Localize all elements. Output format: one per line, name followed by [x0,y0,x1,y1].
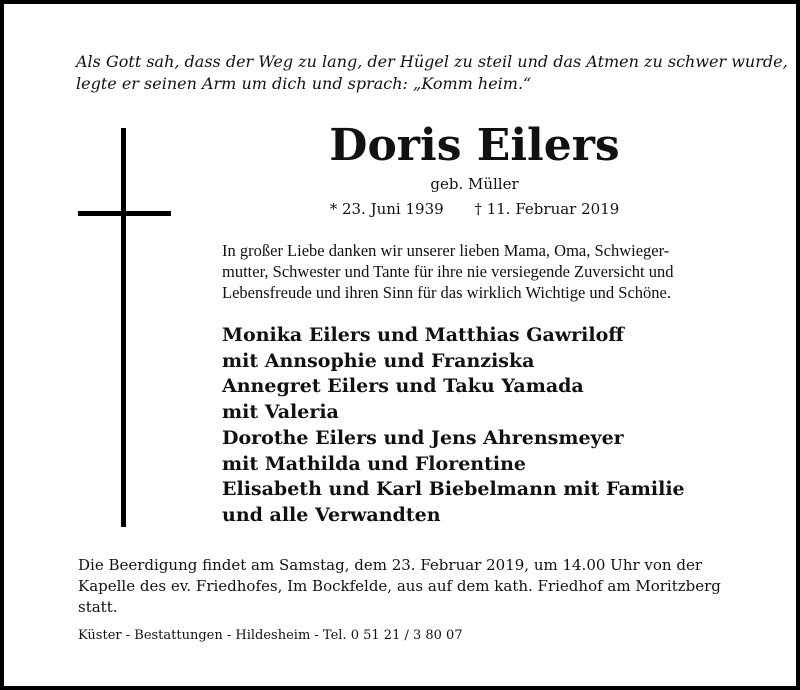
mourner-line: Annegret Eilers und Taku Yamada [222,375,584,398]
mourner-line: Elisabeth und Karl Biebelmann mit Familie [222,478,685,501]
mourners-list [222,323,742,529]
mourner-line: mit Annsophie und Franziska [222,349,535,372]
motto-line: Als Gott sah, dass der Weg zu lang, der Hügel zu steil und das Atmen zu schwer wurde, [76,52,788,71]
undertaker-info: Küster - Bestattungen - Hildesheim - Tel. 0 51 21 / 3 80 07 [78,628,463,643]
motto-line: legte er seinen Arm um dich und sprach: „Komm heim.“ [76,74,532,93]
cross-horizontal-bar [78,211,171,216]
maiden-name: geb. Müller [430,175,519,193]
thanks-line: In großer Liebe danken wir unserer lieben Mama, Oma, Schwieger- [222,241,670,260]
mourner-line: Dorothe Eilers und Jens Ahrensmeyer [222,426,624,449]
life-dates [222,199,727,219]
funeral-line: statt. [78,598,118,616]
funeral-line: Kapelle des ev. Friedhofes, Im Bockfelde, aus auf dem kath. Friedhof am Moritzberg [78,577,721,595]
mourner-line: Monika Eilers und Matthias Gawriloff [222,324,624,346]
death-date: † 11. Februar 2019 [474,200,620,218]
thanks-line: Lebensfreude und ihren Sinn für das wirklich Wichtige und Schöne. [222,283,672,302]
motto-quote [76,51,788,95]
thanks-line: mutter, Schwester und Tante für ihre nie versiegende Zuversicht und [222,262,674,281]
birth-date: * 23. Juni 1939 [329,200,444,218]
mourner-line: mit Mathilda und Florentine [222,452,527,475]
deceased-name: Doris Eilers [329,120,620,171]
mourner-line: und alle Verwandten [222,503,441,526]
mourner-line: mit Valeria [222,401,339,424]
thanks-paragraph [222,240,742,303]
funeral-info [78,555,738,618]
cross-vertical-bar [121,128,126,527]
funeral-line: Die Beerdigung findet am Samstag, dem 23. Februar 2019, um 14.00 Uhr von der [78,556,703,574]
